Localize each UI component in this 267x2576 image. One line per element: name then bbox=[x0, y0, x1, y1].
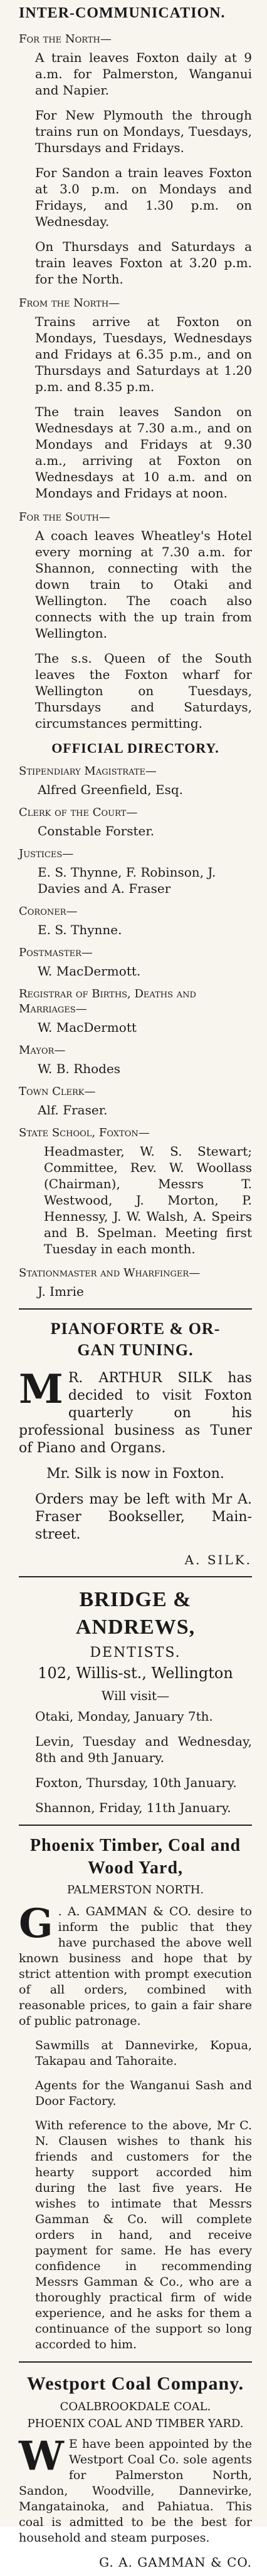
paragraph: The s.s. Queen of the South leaves the Foxton wharf for Wellington on Tuesdays, Thursdays and Saturdays, circumstances permitting. bbox=[35, 651, 252, 731]
subheading: Registrar of Births, Deaths and Marriages— bbox=[19, 987, 196, 1016]
advert-subtitle: PHOENIX COAL AND TIMBER YARD. bbox=[27, 2417, 244, 2430]
location: PALMERSTON NORTH. bbox=[66, 1883, 204, 1896]
advert-body: E have been appointed by the Westport Coal Co. sole agents for Palmerston North, Sandon, Woodville, Dannevirke, Mangatainoka, and Pahiatua. This coal is admitted to be the best for household and steam purposes. bbox=[19, 2437, 252, 2545]
advert-body: Agents for the Wanganui Sash and Door Factory. bbox=[35, 2079, 252, 2108]
advert-title: PIANOFORTE & OR- bbox=[50, 1320, 221, 1338]
advert-column bbox=[19, 5, 252, 2576]
paragraph: For New Plymouth the through trains run on Mondays, Tuesdays, Thursdays and Fridays. bbox=[35, 108, 252, 155]
drop-cap: G bbox=[19, 1900, 53, 1947]
paragraph: A coach leaves Wheatley's Hotel every morning at 7.30 a.m. for Shannon, connecting with the down train to Otaki and Wellington. The coach also connects with the up train from Wellington. bbox=[35, 528, 252, 641]
visit-heading: Will visit— bbox=[101, 1688, 170, 1703]
advert-body: R. ARTHUR SILK has decided to visit Foxton quarterly on his professional business as Tuner of Piano and Organs. bbox=[19, 1370, 252, 1456]
subheading: Town Clerk— bbox=[19, 1085, 96, 1098]
official-directory-section bbox=[19, 740, 252, 1300]
inter-communication-section bbox=[19, 5, 252, 731]
paragraph: Trains arrive at Foxton on Mondays, Tuesdays, Wednesdays and Fridays at 6.35 p.m., and on Thursdays and Saturdays at 1.20 p.m. and 8.35 p.m. bbox=[35, 314, 252, 394]
advert-body: With reference to the above, Mr C. N. Clausen wishes to thank his friends and customers for the hearty support accorded him during the last five years. He wishes to intimate that Messrs Gamman & Co. will complete orders in hand, and receive payment for same. He has every confidence in recommending Messrs Gamman & Co., who are a thoroughly practical firm of wide experience, and he asks for them a continuance of the support so long accorded to him. bbox=[35, 2119, 252, 2351]
advert-body: . A. GAMMAN & CO. desire to inform the public that they have purchased the above well known business and hope that by strict attention with prompt execution of all orders, combined with reasonable prices, to gain a fair share of public patronage. bbox=[19, 1905, 252, 2028]
entry: Alfred Greenfield, Esq. bbox=[38, 782, 184, 797]
address: 102, Willis-st., Wellington bbox=[38, 1664, 233, 1682]
advert-title: Phoenix Timber, Coal and bbox=[29, 1836, 241, 1855]
visit-item: Foxton, Thursday, 10th January. bbox=[35, 1775, 237, 1790]
entry: Constable Forster. bbox=[38, 823, 155, 838]
advert-title: GAN TUNING. bbox=[77, 1341, 194, 1359]
divider bbox=[19, 1308, 252, 1310]
entry: W. MacDermott. bbox=[38, 964, 141, 979]
paragraph: On Thursdays and Saturdays a train leaves Foxton at 3.20 p.m. for the North. bbox=[35, 239, 252, 287]
advert-note: Mr. Silk is now in Foxton. bbox=[46, 1466, 224, 1482]
dentists-advert bbox=[19, 1586, 252, 1816]
drop-cap: W bbox=[19, 2433, 64, 2480]
entry: Headmaster, W. S. Stewart; Committee, Rev. W. Woollass (Chairman), Messrs T. Westwood, J. Morton, P. Hennessy, J. W. Walsh, A. Speirs and B. Spelman. Meeting first Tuesday in each month. bbox=[44, 1144, 252, 1256]
advert-body: Sawmills at Dannevirke, Kopua, Takapau and Tahoraite. bbox=[35, 2039, 252, 2068]
paragraph: The train leaves Sandon on Wednesdays at 7.30 a.m., and on Mondays and Fridays at 9.30 a.m., arriving at Foxton on Wednesdays at 10 a.m. and on Mondays and Fridays at noon. bbox=[35, 404, 252, 501]
subheading: For the South— bbox=[19, 511, 110, 524]
westport-coal-advert bbox=[19, 2371, 252, 2570]
advert-body: Orders may be left with Mr A. Fraser Bookseller, Main-street. bbox=[35, 1492, 252, 1542]
section-title: INTER-COMMUNICATION. bbox=[19, 5, 226, 21]
subheading: Justices— bbox=[19, 847, 74, 860]
subheading: Stationmaster and Wharfinger— bbox=[19, 1266, 201, 1280]
paragraph: For Sandon a train leaves Foxton at 3.0 p.m. on Mondays and Fridays, and 1.30 p.m. on Wednesday. bbox=[35, 165, 252, 229]
visit-item: Shannon, Friday, 11th January. bbox=[35, 1800, 231, 1815]
advert-subtitle: COALBROOKDALE COAL. bbox=[60, 2400, 211, 2413]
phoenix-timber-advert bbox=[19, 1835, 252, 2353]
visit-item: Otaki, Monday, January 7th. bbox=[35, 1709, 213, 1724]
divider bbox=[19, 1576, 252, 1577]
entry: J. Imrie bbox=[38, 1284, 84, 1299]
divider bbox=[19, 1825, 252, 1826]
piano-tuning-advert bbox=[19, 1318, 252, 1567]
signature: G. A. GAMMAN & CO. bbox=[99, 2555, 252, 2570]
subheading: For the North— bbox=[19, 33, 112, 46]
subheading: State School, Foxton— bbox=[19, 1126, 150, 1139]
subheading: From the North— bbox=[19, 297, 120, 310]
advert-subtitle: DENTISTS. bbox=[90, 1645, 181, 1661]
entry: W. B. Rhodes bbox=[38, 1061, 121, 1076]
advert-title: BRIDGE & ANDREWS, bbox=[75, 1588, 196, 1639]
subheading: Mayor— bbox=[19, 1044, 66, 1057]
subheading: Postmaster— bbox=[19, 946, 93, 959]
entry: Alf. Fraser. bbox=[38, 1102, 108, 1117]
drop-cap: M bbox=[19, 1366, 63, 1413]
section-title: OFFICIAL DIRECTORY. bbox=[51, 740, 219, 756]
subheading: Stipendiary Magistrate— bbox=[19, 765, 157, 778]
divider bbox=[19, 2361, 252, 2363]
paragraph: A train leaves Foxton daily at 9 a.m. for Palmerston, Wanganui and Napier. bbox=[35, 50, 252, 98]
subheading: Clerk of the Court— bbox=[19, 806, 138, 819]
advert-title: Wood Yard, bbox=[87, 1858, 184, 1878]
entry: W. MacDermott bbox=[38, 1020, 137, 1035]
advert-title: Westport Coal Company. bbox=[26, 2373, 244, 2394]
signature: A. SILK. bbox=[184, 1552, 252, 1567]
subheading: Coroner— bbox=[19, 905, 78, 918]
visit-item: Levin, Tuesday and Wednesday, 8th and 9th January. bbox=[35, 1734, 252, 1765]
entry: E. S. Thynne, F. Robinson, J. Davies and A. Fraser bbox=[38, 865, 216, 896]
entry: E. S. Thynne. bbox=[38, 922, 122, 937]
